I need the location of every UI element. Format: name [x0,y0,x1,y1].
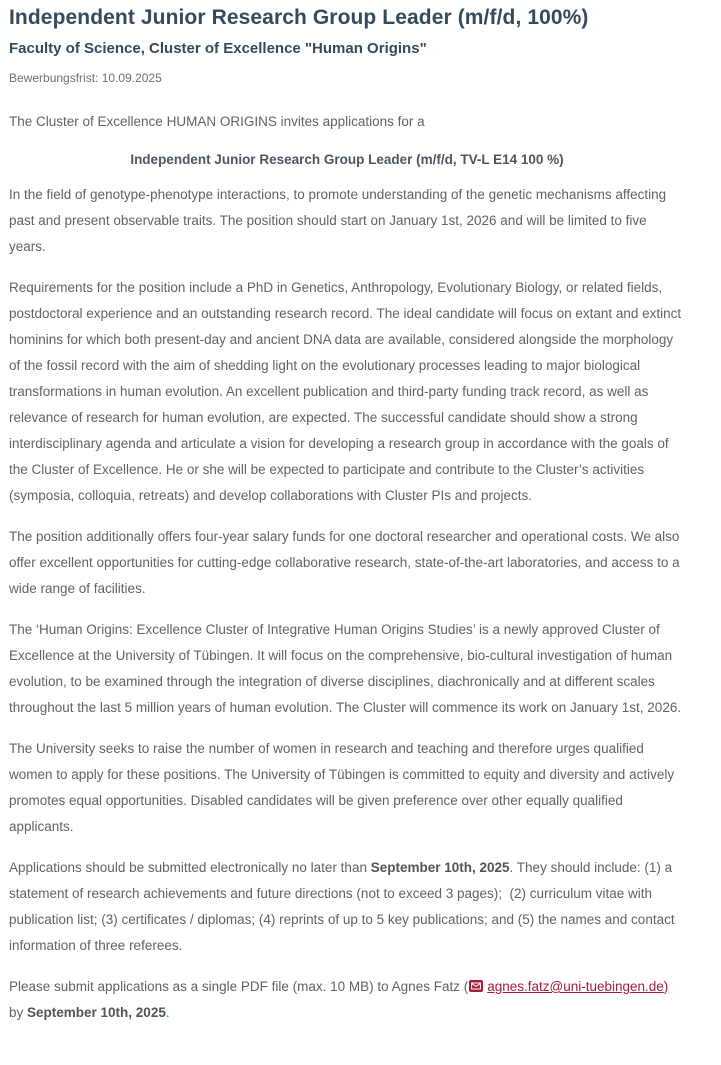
email-link[interactable]: agnes.fatz@uni-tuebingen.de [487,979,664,994]
paragraph-cluster: The ‘Human Origins: Excellence Cluster of Integrative Human Origins Studies’ is a newly approved Cluster of Excellence at the University of Tübingen. It will focus on the comprehensive, bio-cultural investigation of human evolution, to be examined through the integration of diverse disciplines, diachronically and at different scales throughout the last 5 million years of human evolution. The Cluster will commence its work on January 1st, 2026. [9,622,682,715]
application-deadline-date: September 10th, 2025 [370,860,510,875]
application-text-post: . They should include: (1) a statement of research achievements and future directions (not to exceed 3 pages); (2) curriculum vitae with publication list; (3) certificates / diplomas; (4) reprints of up to 5 key publications; and (5) the names and contact information of three referees. [9,860,679,953]
paragraph-field: In the field of genotype-phenotype interactions, to promote understanding of the genetic mechanisms affecting past and present observable traits. The position should start on January 1st, 2026 and will be limited to five years. [9,187,667,254]
submit-period: . [165,1005,170,1020]
application-text-pre: Applications should be submitted electronically no later than [9,860,371,875]
submit-text-pre: Please submit applications as a single PDF file (max. 10 MB) to Agnes Fatz ( [9,979,469,994]
submit-close-paren: ) [663,979,669,994]
paragraph-submit [9,974,685,1026]
intro-text: The Cluster of Excellence HUMAN ORIGINS invites applications for a [9,114,425,129]
page-title: Independent Junior Research Group Leader (m/f/d, 100%) [9,6,589,29]
paragraph-offer: The position additionally offers four-year salary funds for one doctoral researcher and operational costs. We also offer excellent opportunities for cutting-edge collaborative research, state-of-the-art laboratories, and access to a wide range of facilities. [9,529,680,596]
paragraph-requirements: Requirements for the position include a PhD in Genetics, Anthropology, Evolutionary Biology, or related fields, postdoctoral experience and an outstanding research record. The ideal candidate will focus on extant and extinct hominins for which both present-day and ancient DNA data are available, considered alongside the morphology of the fossil record with the aim of shedding light on the evolutionary processes leading to major biological transformations in human evolution. An excellent publication and third-party funding track record, as well as relevance of research for human evolution, are expected. The successful candidate should show a strong interdisciplinary agenda and articulate a vision for developing a research group in accordance with the goals of the Cluster of Excellence. He or she will be expected to participate and contribute to the Cluster’s activities (symposia, colloquia, retreats) and develop collaborations with Cluster PIs and projects. [9,280,682,503]
page-subtitle: Faculty of Science, Cluster of Excellence "Human Origins" [9,40,427,57]
paragraph-application [9,855,685,959]
application-deadline: Bewerbungsfrist: 10.09.2025 [9,71,162,85]
position-heading: Independent Junior Research Group Leader (m/f/d, TV-L E14 100 %) [130,152,564,167]
submit-deadline-date: September 10th, 2025 [27,1005,166,1020]
email-icon [469,980,483,992]
submit-text-by: by [9,979,673,1020]
paragraph-equality: The University seeks to raise the number of women in research and teaching and therefore urges qualified women to apply for these positions. The University of Tübingen is committed to equity and diversity and actively promotes equal opportunities. Disabled candidates will be given preference over other equally qualified applicants. [9,741,675,834]
